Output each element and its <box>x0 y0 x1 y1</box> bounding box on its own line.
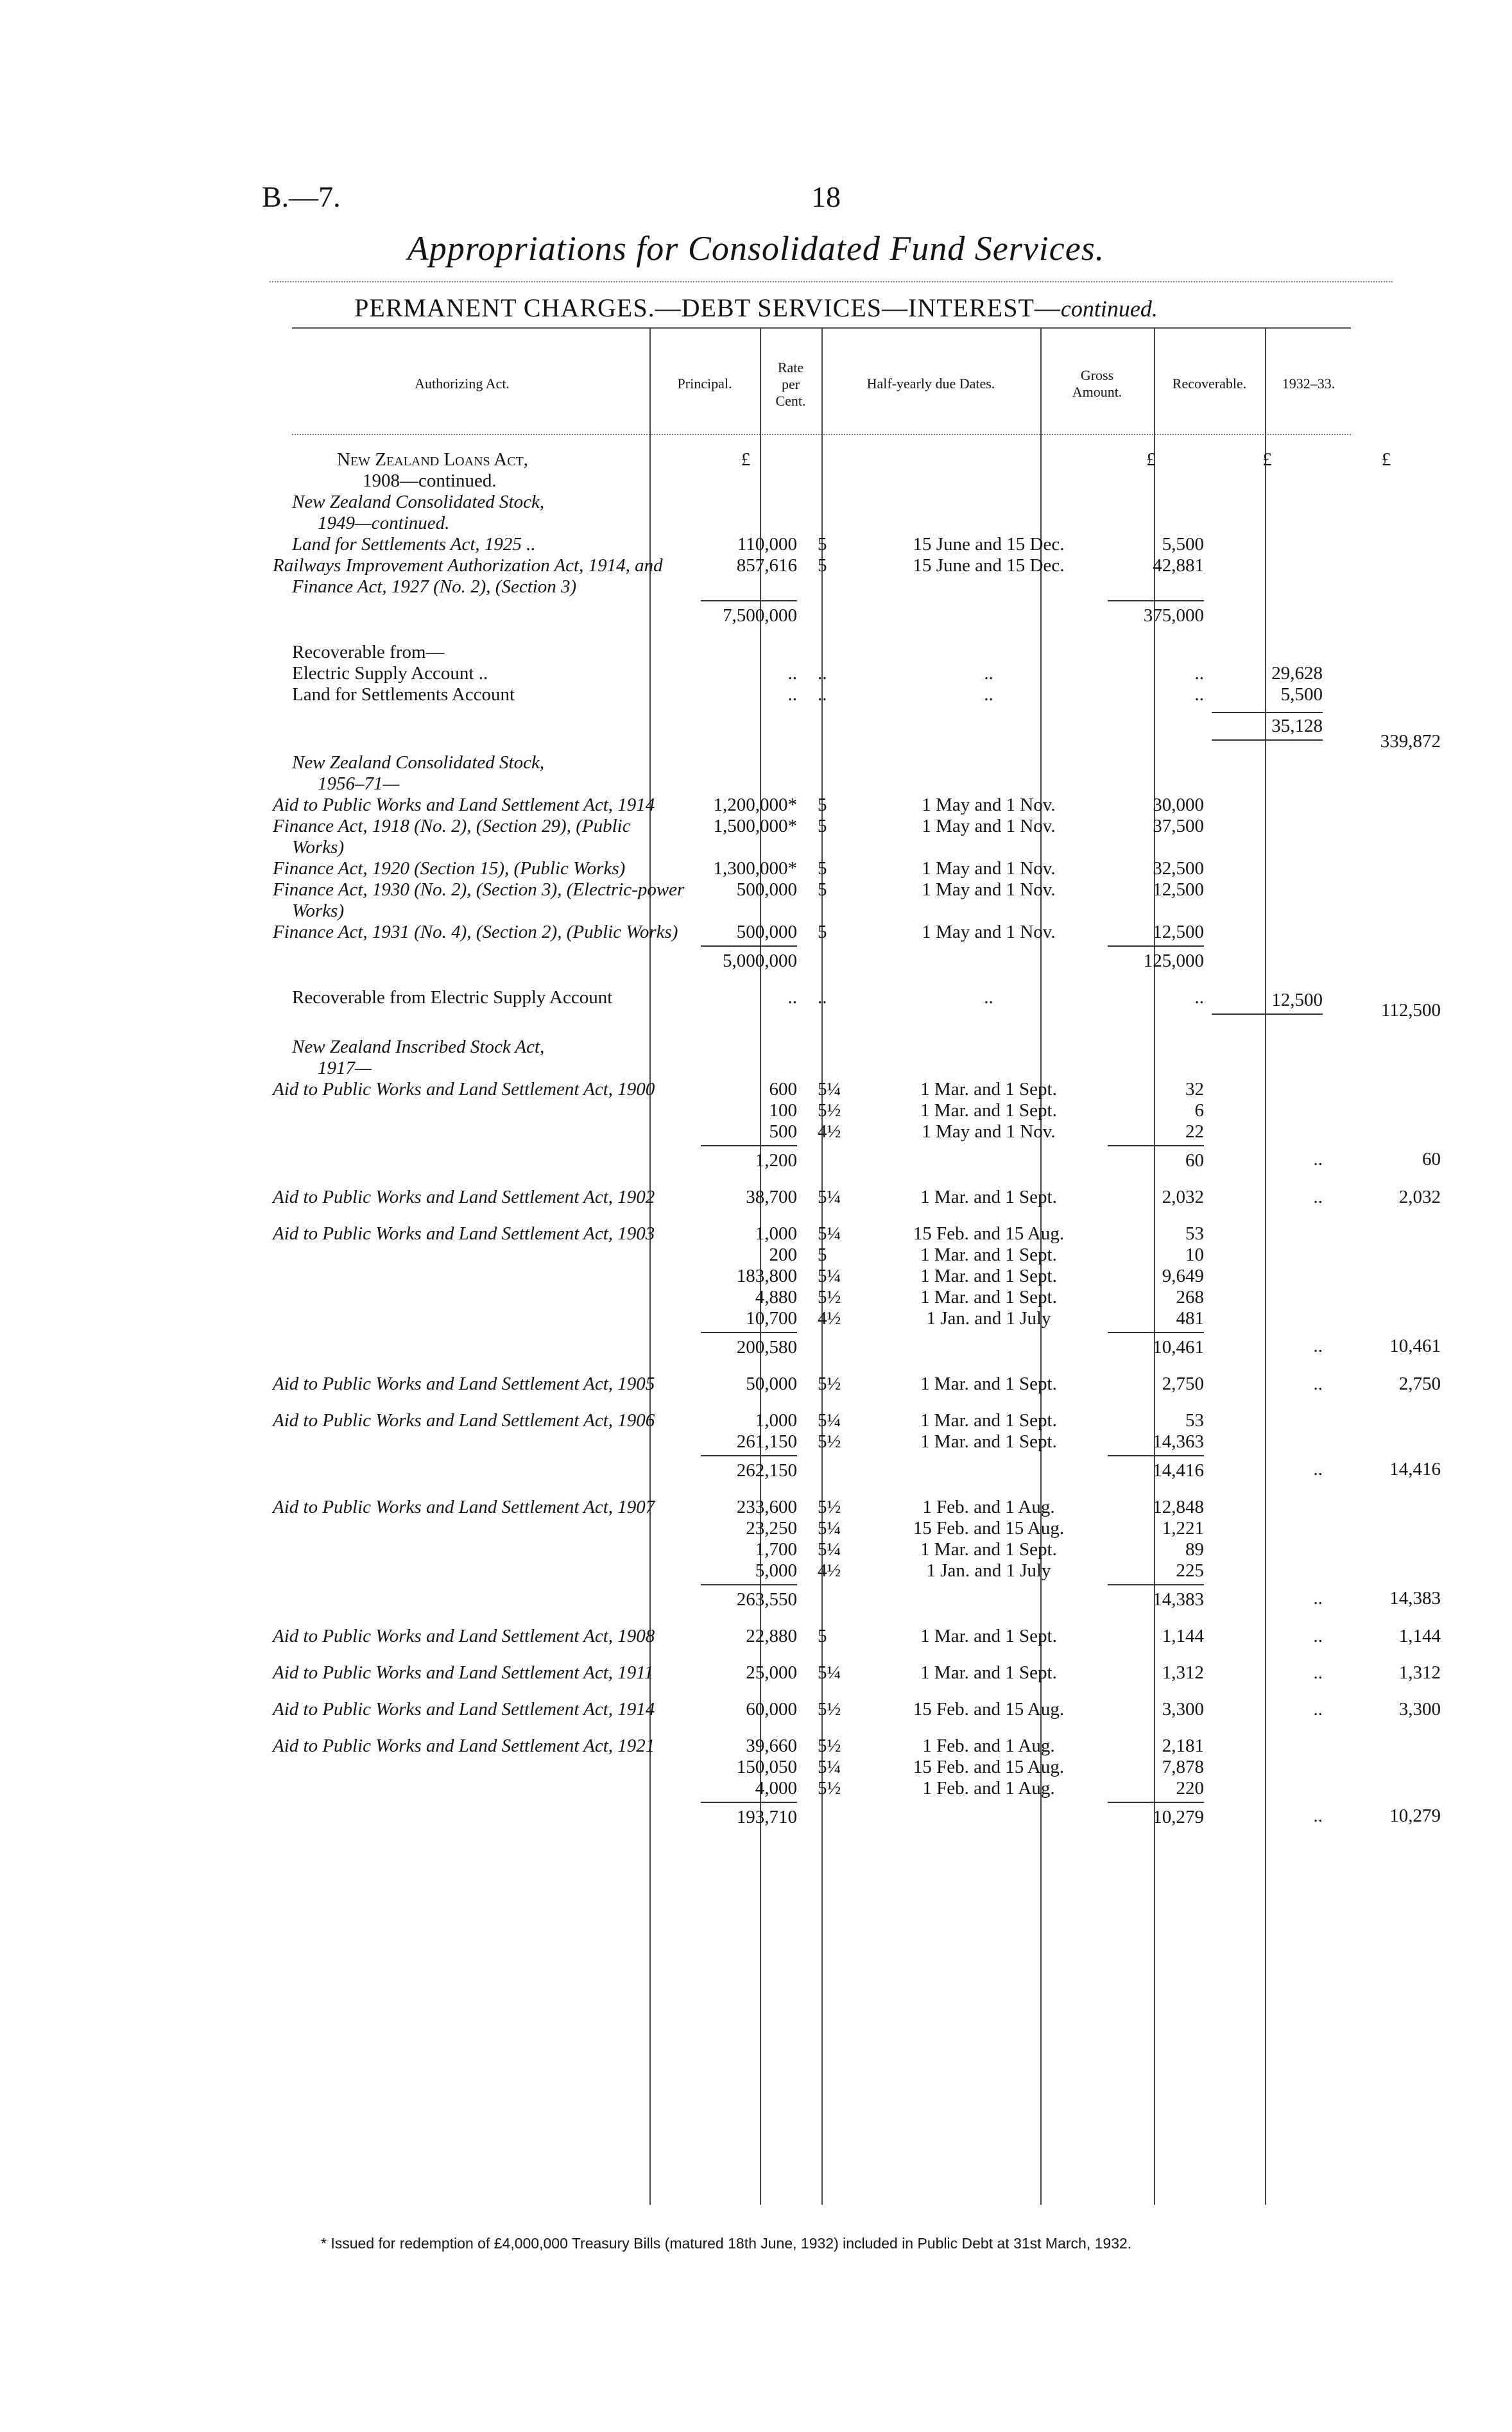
due-dates: 1 May and 1 Nov. <box>922 922 1056 942</box>
rate-value: 5½ <box>818 1100 841 1121</box>
act-heading <box>292 449 694 492</box>
principal-total: 263,550 <box>701 1584 797 1610</box>
principal-value: 500,000 <box>736 922 797 942</box>
due-dates: 1 May and 1 Nov. <box>922 795 1056 815</box>
due-dates: 1 Feb. and 1 Aug. <box>922 1736 1055 1756</box>
gross-total: 375,000 <box>1108 600 1204 626</box>
act-name: Aid to Public Works and Land Settlement Act, 1903 <box>273 1223 655 1244</box>
rate-value: 5 <box>818 1626 827 1646</box>
gross-amount: 220 <box>1176 1778 1204 1798</box>
gross-total: 125,000 <box>1108 945 1204 972</box>
appropriations-table <box>273 449 1443 1843</box>
dots: .. <box>1313 1187 1323 1207</box>
principal-value: 233,600 <box>736 1497 797 1517</box>
year-amount: 1,312 <box>1398 1662 1441 1683</box>
act-name: Finance Act, 1930 (No. 2), (Section 3), (Electric-power Works) <box>273 879 685 921</box>
dots: .. <box>1313 1336 1323 1356</box>
dots: .. <box>1313 1662 1323 1683</box>
year-amount: 112,500 <box>1380 1000 1441 1021</box>
table-row <box>292 816 1443 858</box>
principal-total: 193,710 <box>701 1802 797 1828</box>
act-name: Aid to Public Works and Land Settlement Act, 1921 <box>273 1736 655 1756</box>
principal-value: 1,700 <box>755 1539 797 1560</box>
col-rate-3: Cent. <box>775 393 806 409</box>
recoverable-item: Land for Settlements Account <box>292 684 515 705</box>
col-principal: Principal. <box>677 375 732 392</box>
gross-amount: 1,221 <box>1162 1518 1204 1539</box>
gross-total: 14,416 <box>1108 1455 1204 1481</box>
page-number: 18 <box>811 180 841 213</box>
table-row <box>292 1329 1443 1358</box>
principal-value: 38,700 <box>746 1187 797 1207</box>
rate-value: 5¼ <box>818 1223 841 1244</box>
rate-value: 5½ <box>818 1778 841 1798</box>
due-dates: 1 May and 1 Nov. <box>922 858 1056 879</box>
principal-value: 5,000 <box>755 1560 797 1581</box>
table-row <box>292 987 1443 1021</box>
dots: .. <box>1194 987 1204 1008</box>
due-dates: 1 Mar. and 1 Sept. <box>920 1410 1057 1431</box>
gross-amount: 1,144 <box>1162 1626 1204 1646</box>
gross-amount: 32 <box>1185 1079 1204 1100</box>
dots: .. <box>1313 1626 1323 1646</box>
act-name: Finance Act, 1931 (No. 4), (Section 2), (Public Works) <box>273 922 678 942</box>
rate-value: 5¼ <box>818 1539 841 1560</box>
act-name: Aid to Public Works and Land Settlement Act, 1911 <box>273 1662 654 1683</box>
principal-value: 1,000 <box>755 1223 797 1244</box>
dots: .. <box>1313 1459 1323 1479</box>
principal-value: 39,660 <box>746 1736 797 1756</box>
year-amount: 10,279 <box>1389 1806 1441 1826</box>
act-heading-line: 1908—continued. <box>363 470 497 491</box>
gross-amount: 53 <box>1185 1223 1204 1244</box>
principal-value: 500,000 <box>736 879 797 900</box>
year-amount: 14,383 <box>1389 1588 1441 1608</box>
principal-total: 1,200 <box>701 1145 797 1171</box>
gross-total: 60 <box>1108 1145 1204 1171</box>
currency-symbol: £ <box>741 449 751 470</box>
table-row <box>292 858 1443 879</box>
principal-value: 22,880 <box>746 1626 797 1646</box>
rate-value: 5 <box>818 858 827 879</box>
col-rate <box>761 359 820 410</box>
page-title: Appropriations for Consolidated Fund Services. <box>407 229 1105 268</box>
due-dates: 1 Mar. and 1 Sept. <box>920 1287 1057 1307</box>
due-dates: 1 May and 1 Nov. <box>922 1121 1056 1142</box>
dots: .. <box>984 987 993 1008</box>
subtitle-main: PERMANENT CHARGES.—DEBT SERVICES—INTEREST— <box>354 293 1061 322</box>
table-row <box>292 534 1443 555</box>
gross-total: 10,461 <box>1108 1332 1204 1358</box>
document-code: B.—7. <box>262 180 341 213</box>
gross-amount: 1,312 <box>1162 1662 1204 1683</box>
table-row <box>292 795 1443 816</box>
table-row <box>292 705 1443 752</box>
act-name: Land for Settlements Act, 1925 .. <box>292 534 536 555</box>
rate-value: 5 <box>818 922 827 942</box>
due-dates: 1 Mar. and 1 Sept. <box>920 1374 1057 1394</box>
currency-symbol: £ <box>1381 449 1391 470</box>
stock-title <box>292 1037 694 1079</box>
gross-amount: 22 <box>1185 1121 1204 1142</box>
gross-amount: 37,500 <box>1153 816 1204 836</box>
table-row <box>292 1374 1443 1395</box>
gross-amount: 2,181 <box>1162 1736 1204 1756</box>
year-amount: 3,300 <box>1398 1699 1441 1720</box>
col-year: 1932–33. <box>1282 375 1336 392</box>
act-name: Aid to Public Works and Land Settlement Act, 1900 <box>273 1079 655 1100</box>
rate-value: 5¼ <box>818 1187 841 1207</box>
table-row <box>292 684 1443 705</box>
gross-amount: 2,032 <box>1162 1187 1204 1207</box>
principal-value: 1,200,000* <box>713 795 797 815</box>
year-amount: 1,144 <box>1398 1626 1441 1646</box>
col-gross-2: Amount. <box>1072 384 1122 400</box>
act-heading-line: New Zealand Loans Act, <box>337 449 529 470</box>
currency-symbol: £ <box>1146 449 1156 470</box>
stock-title-line: New Zealand Inscribed Stock Act, <box>292 1037 545 1057</box>
recoverable-heading: Recoverable from— <box>292 642 445 662</box>
table-row <box>292 1143 1443 1171</box>
gross-total: 14,383 <box>1108 1584 1204 1610</box>
table-row <box>292 879 1443 922</box>
gross-amount: 10 <box>1185 1245 1204 1265</box>
rate-value: 5 <box>818 1245 827 1265</box>
year-amount: 14,416 <box>1389 1459 1441 1479</box>
rate-value: 5 <box>818 816 827 836</box>
gross-amount: 6 <box>1194 1100 1204 1121</box>
act-name: Railways Improvement Authorization Act, 1914, and Finance Act, 1927 (No. 2), (Section 3) <box>273 555 663 597</box>
rate-value: 5½ <box>818 1287 841 1307</box>
gross-amount: 12,848 <box>1153 1497 1204 1517</box>
rate-value: 5 <box>818 795 827 815</box>
gross-total: 10,279 <box>1108 1802 1204 1828</box>
principal-total: 7,500,000 <box>701 600 797 626</box>
principal-total: 262,150 <box>701 1455 797 1481</box>
principal-value: 1,000 <box>755 1410 797 1431</box>
gross-amount: 12,500 <box>1153 879 1204 900</box>
due-dates: 1 Mar. and 1 Sept. <box>920 1266 1057 1286</box>
table-row <box>292 663 1443 684</box>
due-dates: 1 Mar. and 1 Sept. <box>920 1187 1057 1207</box>
dots: .. <box>818 987 827 1008</box>
dots: .. <box>984 663 993 684</box>
gross-amount: 225 <box>1176 1560 1204 1581</box>
rate-value: 5½ <box>818 1699 841 1720</box>
gross-amount: 5,500 <box>1162 534 1204 555</box>
rate-value: 4½ <box>818 1121 841 1142</box>
rate-value: 5 <box>818 879 827 900</box>
due-dates: 15 Feb. and 15 Aug. <box>913 1223 1065 1244</box>
col-gross-1: Gross <box>1080 367 1114 383</box>
stock-title-line: 1917— <box>318 1058 372 1078</box>
table-row <box>292 1410 1443 1453</box>
dots: .. <box>1313 1588 1323 1608</box>
stock-title <box>292 752 694 795</box>
stock-title-line: 1956–71— <box>318 773 400 794</box>
principal-value: 857,616 <box>736 555 797 576</box>
table-row <box>292 1079 1443 1143</box>
due-dates: 15 Feb. and 15 Aug. <box>913 1518 1065 1539</box>
table-row <box>292 1037 1443 1079</box>
rate-value: 4½ <box>818 1560 841 1581</box>
due-dates: 1 Mar. and 1 Sept. <box>920 1431 1057 1452</box>
table-row <box>292 1699 1443 1720</box>
rate-value: 5½ <box>818 1431 841 1452</box>
gross-amount: 30,000 <box>1153 795 1204 815</box>
col-recoverable: Recoverable. <box>1172 375 1247 392</box>
principal-value: 261,150 <box>736 1431 797 1452</box>
due-dates: 1 Feb. and 1 Aug. <box>922 1778 1055 1798</box>
table-row <box>292 555 1443 598</box>
dots: .. <box>1313 1806 1323 1826</box>
table-row <box>292 1799 1443 1828</box>
year-amount: 10,461 <box>1389 1336 1441 1356</box>
act-name: Aid to Public Works and Land Settlement Act, 1902 <box>273 1187 655 1207</box>
principal-value: 200 <box>769 1245 797 1265</box>
act-name: Aid to Public Works and Land Settlement Act, 1914 <box>273 795 655 815</box>
act-name: Finance Act, 1918 (No. 2), (Section 29), (Public Works) <box>273 816 631 858</box>
principal-value: 50,000 <box>746 1374 797 1394</box>
table-row <box>292 1497 1443 1582</box>
page-subtitle <box>0 293 1512 323</box>
col-rate-1: Rate <box>777 359 804 375</box>
table-row <box>292 1223 1443 1329</box>
rate-value: 5¼ <box>818 1079 841 1100</box>
principal-value: 60,000 <box>746 1699 797 1720</box>
table-row <box>292 1582 1443 1610</box>
due-dates: 1 Feb. and 1 Aug. <box>922 1497 1055 1517</box>
dots: .. <box>818 663 827 684</box>
recoverable-item: Recoverable from Electric Supply Account <box>292 987 613 1008</box>
due-dates: 1 May and 1 Nov. <box>922 879 1056 900</box>
rate-value: 5½ <box>818 1374 841 1394</box>
gross-amount: 268 <box>1176 1287 1204 1307</box>
due-dates: 15 June and 15 Dec. <box>913 555 1065 576</box>
rate-value: 4½ <box>818 1308 841 1329</box>
stock-title <box>292 492 694 534</box>
dots: .. <box>984 684 993 705</box>
rate-value: 5½ <box>818 1736 841 1756</box>
principal-value: 4,000 <box>755 1778 797 1798</box>
principal-total: 5,000,000 <box>701 945 797 972</box>
due-dates: 1 May and 1 Nov. <box>922 816 1056 836</box>
col-gross <box>1042 367 1153 401</box>
gross-amount: 7,878 <box>1162 1757 1204 1777</box>
table-row <box>292 492 1443 534</box>
table-row <box>292 1736 1443 1799</box>
principal-value: 500 <box>769 1121 797 1142</box>
recoverable-amount: 12,500 <box>1212 987 1323 1015</box>
table-row <box>292 1187 1443 1208</box>
table-row <box>292 1662 1443 1684</box>
due-dates: 15 June and 15 Dec. <box>913 534 1065 555</box>
act-name: Aid to Public Works and Land Settlement Act, 1914 <box>273 1699 655 1720</box>
gross-amount: 2,750 <box>1162 1374 1204 1394</box>
gross-amount: 42,881 <box>1153 555 1204 576</box>
principal-value: 1,300,000* <box>713 858 797 879</box>
rate-value: 5¼ <box>818 1266 841 1286</box>
table-row <box>292 943 1443 972</box>
due-dates: 1 Jan. and 1 July <box>926 1308 1051 1329</box>
dots: .. <box>787 987 797 1008</box>
table-row <box>292 752 1443 795</box>
act-name: Finance Act, 1920 (Section 15), (Public Works) <box>273 858 626 879</box>
dots: .. <box>1313 1699 1323 1720</box>
recoverable-amount: 5,500 <box>1280 684 1323 705</box>
rate-value: 5½ <box>818 1497 841 1517</box>
dots: .. <box>787 684 797 705</box>
rate-value: 5 <box>818 555 827 576</box>
table-row <box>292 922 1443 943</box>
table-row <box>292 598 1443 626</box>
year-amount: 2,750 <box>1398 1374 1441 1394</box>
year-amount: 2,032 <box>1398 1187 1441 1207</box>
due-dates: 1 Mar. and 1 Sept. <box>920 1100 1057 1121</box>
stock-title-line: New Zealand Consolidated Stock, <box>292 752 545 773</box>
principal-value: 23,250 <box>746 1518 797 1539</box>
year-amount: 339,872 <box>1380 731 1441 752</box>
due-dates: 15 Feb. and 15 Aug. <box>913 1699 1065 1720</box>
dots: .. <box>818 684 827 705</box>
gross-amount: 53 <box>1185 1410 1204 1431</box>
col-authorizing-act: Authorizing Act. <box>415 375 510 392</box>
principal-value: 25,000 <box>746 1662 797 1683</box>
dots: .. <box>1194 663 1204 684</box>
rate-value: 5 <box>818 534 827 555</box>
table-row <box>292 1626 1443 1647</box>
act-name: Aid to Public Works and Land Settlement Act, 1908 <box>273 1626 655 1646</box>
act-name: Aid to Public Works and Land Settlement Act, 1907 <box>273 1497 655 1517</box>
due-dates: 1 Mar. and 1 Sept. <box>920 1626 1057 1646</box>
recoverable-total: 35,128 <box>1212 712 1323 741</box>
gross-amount: 14,363 <box>1153 1431 1204 1452</box>
dots: .. <box>1313 1149 1323 1169</box>
due-dates: 1 Mar. and 1 Sept. <box>920 1539 1057 1560</box>
due-dates: 1 Jan. and 1 July <box>926 1560 1051 1581</box>
year-amount: 60 <box>1422 1149 1441 1169</box>
principal-value: 100 <box>769 1100 797 1121</box>
gross-amount: 481 <box>1176 1308 1204 1329</box>
table-row <box>292 642 1443 663</box>
stock-title-line: 1949—continued. <box>318 513 450 533</box>
gross-amount: 9,649 <box>1162 1266 1204 1286</box>
dots: .. <box>1313 1374 1323 1394</box>
principal-value: 4,880 <box>755 1287 797 1307</box>
due-dates: 1 Mar. and 1 Sept. <box>920 1079 1057 1100</box>
due-dates: 15 Feb. and 15 Aug. <box>913 1757 1065 1777</box>
rate-value: 5¼ <box>818 1518 841 1539</box>
rate-value: 5¼ <box>818 1662 841 1683</box>
act-name: Aid to Public Works and Land Settlement Act, 1906 <box>273 1410 655 1431</box>
dots: .. <box>1194 684 1204 705</box>
principal-value: 600 <box>769 1079 797 1100</box>
act-name: Aid to Public Works and Land Settlement Act, 1905 <box>273 1374 655 1394</box>
due-dates: 1 Mar. and 1 Sept. <box>920 1662 1057 1683</box>
dots: .. <box>787 663 797 684</box>
gross-amount: 12,500 <box>1153 922 1204 942</box>
col-rate-2: per <box>781 376 800 392</box>
principal-value: 150,050 <box>736 1757 797 1777</box>
stock-title-line: New Zealand Consolidated Stock, <box>292 492 545 512</box>
footnote: * Issued for redemption of £4,000,000 Treasury Bills (matured 18th June, 1932) included in Public Debt at 31st March, 1932. <box>321 2235 1132 2252</box>
principal-value: 183,800 <box>736 1266 797 1286</box>
due-dates: 1 Mar. and 1 Sept. <box>920 1245 1057 1265</box>
principal-total: 200,580 <box>701 1332 797 1358</box>
recoverable-item: Electric Supply Account .. <box>292 663 488 684</box>
gross-amount: 32,500 <box>1153 858 1204 879</box>
gross-amount: 3,300 <box>1162 1699 1204 1720</box>
rate-value: 5¼ <box>818 1410 841 1431</box>
subtitle-continued: continued. <box>1060 296 1158 322</box>
principal-value: 110,000 <box>737 534 797 555</box>
rate-value: 5¼ <box>818 1757 841 1777</box>
principal-value: 1,500,000* <box>713 816 797 836</box>
currency-symbol: £ <box>1262 449 1272 470</box>
col-dates: Half-yearly due Dates. <box>866 375 995 392</box>
principal-value: 10,700 <box>746 1308 797 1329</box>
gross-amount: 89 <box>1185 1539 1204 1560</box>
table-row <box>292 449 1443 492</box>
table-row <box>292 1453 1443 1481</box>
recoverable-amount: 29,628 <box>1271 663 1323 684</box>
